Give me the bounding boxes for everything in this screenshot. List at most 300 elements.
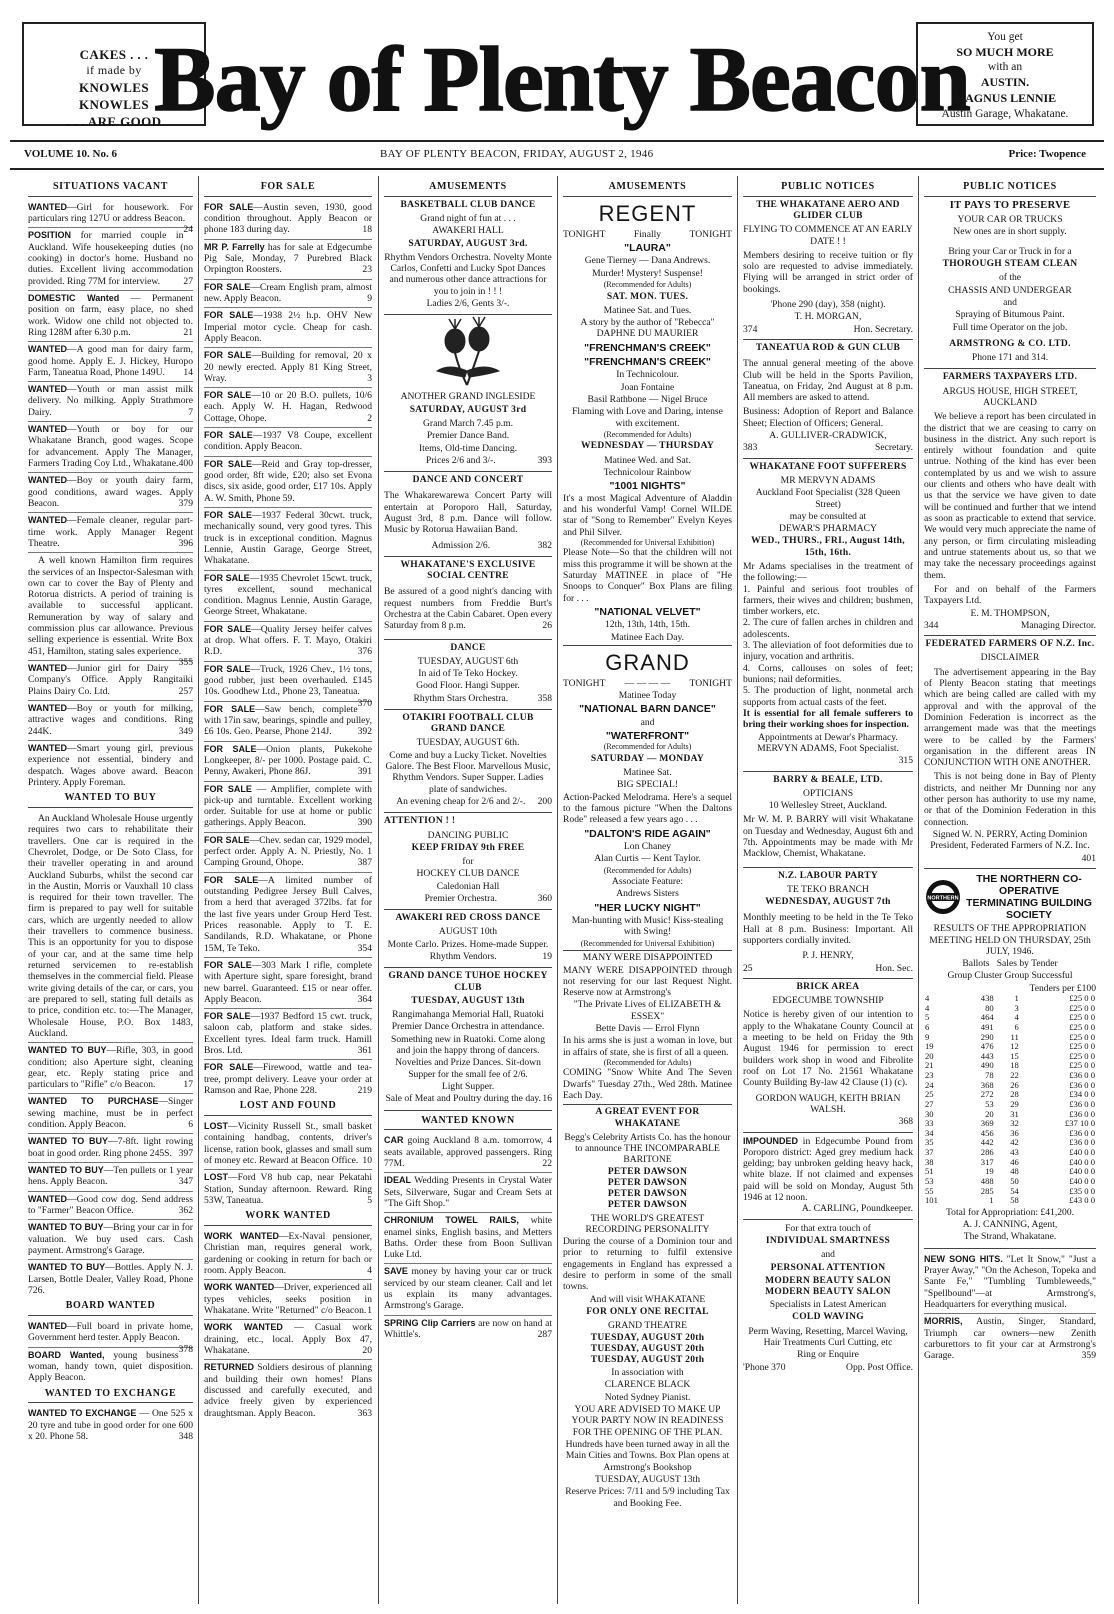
film-tagline: Flaming with Love and Daring, intense with excitement. bbox=[572, 406, 723, 429]
ad-line bbox=[384, 1093, 552, 1104]
ad-lead: WANTED bbox=[28, 515, 67, 526]
ad-text: white enamel sinks, English basins, and Metters Baths. Order these from Boon Sullivan Luke Ltd. bbox=[384, 1215, 552, 1261]
ad-line: Novelties and Prize Dances. Sit-down Supper for the small fee of 2/6. bbox=[395, 1057, 541, 1080]
ad-line: AWAKERI HALL bbox=[432, 225, 504, 237]
ad-line bbox=[384, 693, 552, 704]
ear-line: MAGNUS LENNIE bbox=[953, 90, 1057, 105]
classified-ad bbox=[28, 1163, 193, 1192]
ad-number: 2 bbox=[367, 412, 372, 424]
film-title: "NATIONAL BARN DANCE" bbox=[579, 703, 716, 716]
notice-title: BRICK AREA bbox=[796, 981, 860, 992]
ad-body bbox=[384, 584, 552, 634]
section-heading: AMUSEMENTS bbox=[384, 180, 552, 197]
ad-title: ANOTHER GRAND INGLESIDE bbox=[400, 391, 536, 403]
coming-soon: COMING "Snow White And The Seven Dwarfs" Tuesday 27th., Wed 28th. Matinee Each Day. bbox=[563, 1067, 732, 1105]
table-cell: 53 bbox=[925, 1175, 934, 1186]
ad-number: 400 bbox=[178, 458, 193, 470]
ad-text: —Full board in private home, Government herd tester. Apply Beacon. bbox=[28, 1320, 193, 1344]
notice-line: DEWAR'S PHARMACY bbox=[779, 523, 877, 535]
ad-prices: Prices 2/6 and 3/-. bbox=[425, 454, 496, 466]
dateline-bar bbox=[10, 148, 1098, 164]
film-matinee: Matinee Today bbox=[618, 690, 677, 702]
table-header-cell: Tenders per £100 bbox=[1029, 982, 1096, 994]
ad-text: —Ford V8 hub cap, near Pekatahi Station, Sunday afternoon. Reward. Ring 53W, Taneatua. bbox=[204, 1172, 372, 1207]
film-blurb: Action-Packed Melodrama. Here's a sequel to the famous picture "When the Daltons Rode" released a few years ago . . . bbox=[563, 791, 732, 826]
classified-ad bbox=[204, 782, 372, 833]
ad-text: —1937 V8 Coupe, excellent condition. Apply Beacon. bbox=[204, 430, 372, 453]
ad-number: 401 bbox=[1081, 852, 1096, 864]
ad-number: 361 bbox=[357, 1045, 372, 1057]
ad-lead: WORK WANTED bbox=[204, 1322, 283, 1333]
society-name: THE NORTHERN CO-OPERATIVE TERMINATING BUILDING SOCIETY bbox=[966, 872, 1092, 922]
ad-line: THOROUGH STEAM CLEAN bbox=[942, 259, 1078, 270]
notice-line: 10 Wellesley Street, Auckland. bbox=[768, 800, 888, 812]
carburettor-ad bbox=[924, 1314, 1096, 1364]
table-cell: £25 0 0 bbox=[1069, 1031, 1095, 1042]
ad-line bbox=[384, 540, 552, 551]
ad-line: For that extra touch of bbox=[785, 1222, 871, 1234]
notice-behalf: For and on behalf of the Farmers Taxpayers Ltd. bbox=[924, 583, 1096, 607]
classified-ad bbox=[28, 1220, 193, 1260]
ad-text: going Auckland 8 a.m. tomorrow, 4 seats available, approved passengers. Ring 77M. bbox=[384, 1135, 552, 1169]
table-cell: 48 bbox=[1010, 1166, 1019, 1177]
foot-specialist-notice bbox=[743, 462, 913, 772]
ad-number: 393 bbox=[537, 454, 552, 466]
notice-item: 5. The production of light, nonmetal arch supports from actual casts of the feet. bbox=[743, 685, 913, 708]
ear-line: with an bbox=[987, 61, 1023, 74]
column-amusements bbox=[380, 180, 556, 1600]
film-cast: Alan Curtis — Kent Taylor. bbox=[594, 853, 701, 865]
classified-ad bbox=[204, 388, 372, 428]
ad-text: —Reid and Gray top-dresser, good order, 8ft wide, £20; also set Evona discs, six aside, good order, £17 10s. Apply A. W. Smith, Phone 59. bbox=[204, 458, 372, 504]
ad-lead: WANTED bbox=[28, 742, 67, 753]
film-rating: (Recommended for Adults) bbox=[603, 865, 692, 875]
ad-lead: FOR SALE bbox=[204, 743, 257, 754]
tonight-label: — — — — bbox=[624, 677, 671, 689]
table-cell: 6 bbox=[1014, 1021, 1019, 1032]
notice-name: P. J. HENRY, bbox=[802, 950, 854, 962]
table-cell: 53 bbox=[985, 1098, 994, 1109]
table-cell: 25 bbox=[925, 1089, 934, 1100]
film-matinee: Matinee Wed. and Sat. bbox=[604, 454, 691, 466]
ad-lead: LOST bbox=[204, 1172, 228, 1183]
classified-ad bbox=[204, 1009, 372, 1060]
classified-ad bbox=[28, 1192, 193, 1221]
ad-number: 348 bbox=[178, 1430, 193, 1442]
ballot-table bbox=[924, 994, 1096, 1206]
ad-lead: WANTED bbox=[28, 1320, 67, 1331]
dance-concert-ad bbox=[384, 475, 552, 557]
ad-number: 27 bbox=[183, 275, 193, 287]
ad-line: New ones are in short supply. bbox=[953, 226, 1067, 238]
notice-title: THE WHAKATANE AERO AND GLIDER CLUB bbox=[756, 199, 900, 221]
recital-heading: A GREAT EVENT FOR WHAKATANE bbox=[595, 1107, 700, 1129]
ad-text: —Cream English pram, almost new. Apply Beacon. bbox=[204, 281, 372, 304]
recital-venue: GRAND THEATRE bbox=[608, 1320, 687, 1332]
film-title: "NATIONAL VELVET" bbox=[594, 605, 701, 618]
ad-lead: POSITION bbox=[28, 230, 72, 241]
ad-title: IT PAYS TO PRESERVE bbox=[949, 199, 1071, 211]
ad-line: MODERN BEAUTY SALON bbox=[765, 1286, 891, 1297]
ad-title: AWAKERI RED CROSS DANCE bbox=[395, 913, 541, 924]
ad-number: 358 bbox=[537, 692, 552, 704]
ad-text: money by having your car or truck serviced by our steam cleaner. Call and let us explain its many advantages. Armstrong's Garage. bbox=[384, 1266, 552, 1312]
column-public-notices bbox=[739, 180, 917, 1600]
table-cell: 488 bbox=[980, 1175, 994, 1186]
film-rating: (Recommended for Universal Exhibition) bbox=[563, 939, 732, 951]
classified-ad bbox=[204, 662, 372, 709]
notice-body: We believe a report has been circulated in the district that we are ceasing to carry on business in the district. Any such report is entirely without foundation and quite untrue. Nothing of the kind has ever been contemplated by us and we wish to assure our clients and others who have dealt with us that the service we have given to date will be continued and further that we intend as soon as practicable to extend that service. We would very much appreciate the name of any person, or firm circulating misleading and untrue statements about us, so that we may take the necessary proceedings against them. bbox=[924, 411, 1096, 581]
film-cast: Lon Chaney bbox=[623, 841, 672, 853]
ad-title: ATTENTION ! ! bbox=[384, 816, 456, 827]
table-cell: 36 bbox=[1010, 1127, 1019, 1138]
ad-lead: WANTED bbox=[28, 663, 67, 674]
ad-line bbox=[384, 893, 552, 904]
ad-number: 344 bbox=[924, 619, 939, 631]
ad-number: 362 bbox=[178, 1204, 193, 1216]
table-cell: 1 bbox=[1014, 993, 1019, 1004]
ad-prices: Ladies 2/6, Gents 3/-. bbox=[426, 298, 510, 310]
ad-text: are now on hand at Whittle's. bbox=[384, 1317, 552, 1341]
building-society-notice bbox=[924, 873, 1096, 1249]
classified-ad bbox=[204, 200, 372, 240]
ad-body: Come and buy a Lucky Ticket. Novelties Galore. The Best Floor. Marvellous Music, Rhythm Vendors. Super Supper. Ladies plate of sandwiches. bbox=[385, 749, 551, 795]
dateline: BAY OF PLENTY BEACON, FRIDAY, AUGUST 2, 1946 bbox=[380, 148, 654, 160]
ad-text: —Junior girl for Dairy Company's Office. Apply Rangitaiki Plains Dairy Co. Ltd. bbox=[28, 663, 193, 697]
table-cell: 4 bbox=[1014, 1012, 1019, 1023]
table-cell: 438 bbox=[980, 993, 994, 1004]
table-row bbox=[924, 1196, 1096, 1206]
table-cell: 46 bbox=[1010, 1156, 1019, 1167]
ad-body: Monte Carlo. Prizes. Home-made Supper. bbox=[387, 938, 549, 950]
ad-number: 24 bbox=[183, 224, 193, 236]
artist-name: PETER DAWSON bbox=[607, 1166, 688, 1177]
ad-text: —Truck, 1926 Chev., 1½ tons, good rubber, just been overhauled. £145 10s. Goodhew Ltd., Phone 23, Taneatua. bbox=[204, 663, 372, 698]
ad-lead: WANTED TO EXCHANGE bbox=[28, 1408, 137, 1419]
notice-body: This is not being done in Bay of Plenty districts, and neither Mr Dunning nor any other person has authority to use my name, or that of the Dominion Federation in this connection. bbox=[924, 771, 1096, 828]
hockey-dance-ad bbox=[384, 816, 552, 910]
ad-list bbox=[28, 1406, 193, 1445]
brick-area-notice bbox=[743, 982, 913, 1133]
ad-number: 382 bbox=[537, 539, 552, 551]
tonight-row bbox=[563, 678, 732, 689]
classified-ad bbox=[204, 1320, 372, 1360]
section-heading: PUBLIC NOTICES bbox=[743, 180, 913, 197]
ad-text: —Ex-Naval pensioner, Christian man, requires general work, gardening or cooking in return for bach or room. Apply Beacon. bbox=[204, 1231, 372, 1277]
ad-number: 5 bbox=[367, 1195, 372, 1207]
table-cell: 30 bbox=[925, 1108, 934, 1119]
notice-dates: WED., THURS., FRI., August 14th, 15th, 16th. bbox=[751, 536, 905, 558]
ad-list bbox=[204, 1119, 372, 1209]
ad-lead: WANTED TO BUY bbox=[28, 1165, 104, 1176]
table-cell: 51 bbox=[925, 1166, 934, 1177]
column-rule bbox=[557, 176, 558, 1604]
ad-number: 7 bbox=[188, 406, 193, 418]
notice-name: MR MERVYN ADAMS bbox=[780, 474, 876, 486]
table-cell: £25 0 0 bbox=[1069, 1021, 1095, 1032]
ad-text: Austin, Singer, Standard, Triumph car owners—new Zenith carburettors to fit your car at Armstrong's Garage. bbox=[924, 1316, 1096, 1362]
table-cell: 34 bbox=[925, 1127, 934, 1138]
film-title: "WATERFRONT" bbox=[605, 730, 690, 743]
ad-text: —Smart young girl, previous experience not essential, bindery and despatch. Wages above award. Beacon Printery. Apply Foreman. bbox=[28, 742, 193, 788]
classified-ad bbox=[204, 428, 372, 457]
ad-date: SATURDAY, AUGUST 3rd bbox=[409, 404, 527, 415]
te-teko-dance-ad bbox=[384, 643, 552, 710]
classified-ad bbox=[204, 742, 372, 782]
ad-number: 287 bbox=[537, 1329, 552, 1341]
ad-number: 10 bbox=[362, 1155, 372, 1167]
table-cell: 31 bbox=[1010, 1108, 1019, 1119]
artist-name: PETER DAWSON bbox=[607, 1200, 688, 1211]
column-for-sale bbox=[200, 180, 376, 1600]
ad-number: 200 bbox=[537, 796, 552, 807]
table-cell: 4 bbox=[925, 1002, 930, 1013]
beauty-salon-ad bbox=[743, 1223, 913, 1373]
ad-line bbox=[384, 796, 552, 807]
ad-text: —7-8ft. light rowing boat in good order. Ring phone 245S. bbox=[28, 1136, 193, 1159]
ad-number: 379 bbox=[178, 497, 193, 509]
table-cell: 285 bbox=[980, 1185, 994, 1196]
film-rating: (Recommended for Adults) bbox=[603, 280, 692, 290]
ad-text: — Casual work draining, etc., local. Apply Box 47, Whakatane. bbox=[204, 1322, 372, 1356]
tonight-label: TONIGHT bbox=[689, 228, 732, 240]
classified-ad bbox=[384, 1316, 552, 1344]
table-cell: 317 bbox=[980, 1156, 994, 1167]
classified-ad bbox=[204, 348, 372, 388]
notice-sign bbox=[743, 963, 913, 974]
notice-sign bbox=[743, 442, 913, 453]
table-cell: 20 bbox=[925, 1050, 934, 1061]
classified-ad bbox=[28, 1094, 193, 1134]
table-cell: £36 0 0 bbox=[1069, 1079, 1095, 1090]
ad-number: 370 bbox=[357, 697, 372, 709]
ad-date: SATURDAY, AUGUST 3rd. bbox=[408, 238, 528, 249]
society-results: RESULTS OF THE APPROPRIATION MEETING HELD ON THURSDAY, 25th JULY, 1946. bbox=[929, 923, 1091, 957]
notice-phone: 'Phone 290 (day), 358 (night). bbox=[770, 299, 886, 311]
table-cell: 369 bbox=[980, 1118, 994, 1129]
film-title: "The Private Lives of ELIZABETH & ESSEX" bbox=[573, 999, 722, 1022]
classified-ad bbox=[384, 1213, 552, 1264]
classified-ad bbox=[28, 422, 193, 473]
ad-lead: WANTED TO BUY bbox=[28, 1136, 109, 1147]
section-heading: FOR SALE bbox=[204, 180, 372, 197]
table-cell: 29 bbox=[1010, 1098, 1019, 1109]
ad-line: Premier Dance Band. bbox=[426, 430, 510, 442]
table-cell: 55 bbox=[925, 1185, 934, 1196]
classified-ad bbox=[28, 1260, 193, 1299]
ad-number: 392 bbox=[357, 726, 372, 738]
ad-text: —Firewood, wattle and tea-tree, prompt delivery. Leave your order at Ramson and Rae, Phone 228. bbox=[204, 1062, 372, 1097]
ad-date: TUESDAY, AUGUST 13th bbox=[411, 995, 525, 1006]
otakiri-dance-ad bbox=[384, 713, 552, 813]
artist-name: PETER DAWSON bbox=[607, 1189, 688, 1200]
film-rating: (Recommended for Adults) bbox=[603, 742, 692, 752]
ad-lead: FOR SALE bbox=[204, 390, 252, 401]
ad-lead: WANTED bbox=[28, 475, 67, 486]
ad-phone: 'Phone 370 bbox=[743, 1361, 786, 1373]
ad-lead: FOR SALE bbox=[204, 703, 256, 714]
ad-line: INDIVIDUAL SMARTNESS bbox=[765, 1236, 891, 1247]
exclusive-social-ad bbox=[384, 560, 552, 640]
notice-line: may be consulted at bbox=[789, 510, 867, 522]
table-cell: 37 bbox=[925, 1147, 934, 1158]
notice-text: in Edgecumbe Pound from Poroporo district: Aged grey medium hack gelding; bay unbroken gelding heavy hack, white blaze. If not claimed and expenses paid will be sold on Monday, August 5th 1946 at 12 noon. bbox=[743, 1135, 913, 1204]
tonight-label: TONIGHT bbox=[563, 677, 606, 689]
ad-title: BASKETBALL CLUB DANCE bbox=[400, 199, 536, 210]
section-heading: WANTED TO BUY bbox=[28, 791, 193, 808]
matinee-note: Please Note—So that the children will not miss this programme it will be shown at the Saturday MATINEE in place of "He Snoops to Conquer" Box Plans are filing for . . . bbox=[563, 547, 732, 604]
classified-ad bbox=[204, 702, 372, 742]
notice-title: FARMERS TAXPAYERS LTD. bbox=[942, 372, 1078, 383]
recital-one: FOR ONLY ONE RECITAL bbox=[586, 1307, 709, 1318]
ear-line: KNOWLES bbox=[79, 79, 149, 95]
ad-line: Grand March 7.45 p.m. bbox=[422, 417, 514, 429]
section-heading: WORK WANTED bbox=[204, 1209, 372, 1226]
notice-role: Hon. Sec. bbox=[875, 962, 913, 974]
ad-text: —1937 Bedford 15 cwt. truck, saloon cab, platform and stake sides. Excellent tyres. Ideal farm truck. Hamill Bros. Ltd. bbox=[204, 1011, 372, 1057]
table-cell: 442 bbox=[980, 1137, 994, 1148]
ad-number: 14 bbox=[183, 366, 193, 378]
table-cell: 28 bbox=[1010, 1089, 1019, 1100]
table-cell: 11 bbox=[1010, 1031, 1019, 1042]
basketball-dance-ad bbox=[384, 200, 552, 316]
recital-assoc: In association with bbox=[611, 1367, 684, 1379]
section-heading: AMUSEMENTS bbox=[563, 180, 732, 197]
table-cell: 42 bbox=[1010, 1137, 1019, 1148]
film-star: Joan Fontaine bbox=[620, 381, 675, 393]
film-cast: Basil Rathbone — Nigel Bruce bbox=[587, 394, 708, 406]
table-cell: 490 bbox=[980, 1060, 994, 1071]
table-cell: 32 bbox=[1010, 1118, 1019, 1129]
ad-lead: WANTED bbox=[28, 344, 67, 355]
table-cell: 476 bbox=[980, 1041, 994, 1052]
ad-text: —Chev. sedan car, 1929 model, perfect order. Apply A. N. Priestly, No. 1 Camping Ground, Ohope. bbox=[204, 834, 372, 869]
ad-number: 376 bbox=[357, 646, 372, 658]
notice-title: N.Z. LABOUR PARTY bbox=[777, 870, 879, 881]
ad-text: — Amplifier, complete with pick-up and turntable. Excellent working order. Suitable for use at home or public gatherings. Apply Beacon. bbox=[204, 783, 372, 829]
classified-ad bbox=[204, 308, 372, 348]
classified-ad bbox=[204, 1280, 372, 1320]
ad-text: Be assured of a good night's dancing with request numbers from Freddie Burt's Orchestra at the Cabin Cabaret. Open every Saturday from 8 p.m. bbox=[384, 586, 552, 632]
ad-number: 257 bbox=[178, 685, 193, 697]
notice-sign bbox=[743, 324, 913, 335]
ad-lead: FOR SALE bbox=[204, 783, 252, 794]
masthead-rule bbox=[10, 140, 1104, 142]
ad-line: COLD WAVING bbox=[792, 1312, 864, 1323]
classified-ad bbox=[28, 228, 193, 291]
notice-body: Members desiring to receive tuition or fly solo are requested to advise immediately. Flying will be arranged in strict order of bookings. bbox=[743, 249, 913, 295]
ad-line: MODERN BEAUTY SALON bbox=[765, 1275, 891, 1286]
notice-item: 4. Corns, callouses on soles of feet; bunions; nail deformities. bbox=[743, 662, 913, 686]
ad-line: Perm Waving, Resetting, Marcel Waving, Hair Treatments Curl Cutting, etc bbox=[748, 1325, 908, 1348]
ad-lead: WORK WANTED bbox=[204, 1231, 279, 1242]
ad-text: An evening cheap for 2/6 and 2/-. bbox=[396, 796, 526, 807]
ad-number: 383 bbox=[743, 442, 758, 454]
classified-ad bbox=[28, 342, 193, 382]
ad-text: —10 or 20 B.O. pullets, 10/6 each. Apply W. H. Hagan, Redwood Cottage, Ohope. bbox=[204, 390, 372, 424]
table-cell: 58 bbox=[1010, 1195, 1019, 1206]
notice-name: T. H. MORGAN, bbox=[794, 311, 862, 323]
ad-text: —Good cow dog. Send address to "Farmer" Beacon Office. bbox=[28, 1193, 193, 1216]
film-cast: Gene Tierney — Dana Andrews. bbox=[584, 255, 711, 267]
price: Price: Twopence bbox=[1008, 148, 1086, 160]
ad-line: Phone 171 and 314. bbox=[971, 352, 1049, 364]
notice-line: OPTICIANS bbox=[802, 787, 854, 799]
ad-lead: WANTED bbox=[28, 702, 67, 713]
ad-line bbox=[743, 1362, 913, 1373]
ad-number: 349 bbox=[178, 725, 193, 737]
section-heading: LOST AND FOUND bbox=[204, 1099, 372, 1116]
ad-line: Full time Operator on the job. bbox=[952, 321, 1068, 333]
classified-ad bbox=[28, 811, 193, 1043]
ad-lead: LOST bbox=[204, 1121, 228, 1132]
classified-ad bbox=[204, 508, 372, 571]
ad-line: and bbox=[1003, 296, 1017, 308]
notice-body bbox=[743, 1136, 913, 1204]
notice-date: WEDNESDAY, AUGUST 7th bbox=[765, 897, 891, 908]
classified-ad bbox=[28, 382, 193, 422]
ad-line: In aid of Te Teko Hockey. bbox=[418, 668, 518, 680]
ad-line: Spraying of Bitumous Paint. bbox=[955, 309, 1065, 321]
ad-text: Sale of Meat and Poultry during the day. bbox=[385, 1093, 541, 1105]
table-cell: 286 bbox=[980, 1147, 994, 1158]
ad-title: DANCE AND CONCERT bbox=[412, 475, 524, 486]
table-cell: £37 10 0 bbox=[1064, 1118, 1095, 1129]
ad-lead: MR P. Farrelly bbox=[204, 241, 265, 252]
notice-name: GORDON WAUGH, KEITH BRIAN WALSH. bbox=[755, 1092, 901, 1115]
table-cell: £40 0 0 bbox=[1069, 1166, 1095, 1177]
ad-list bbox=[28, 811, 193, 1299]
notice-line: Auckland Foot Specialist (328 Queen Street) bbox=[755, 487, 901, 510]
masthead-title bbox=[154, 14, 970, 132]
table-header-cell: Sales by Tender bbox=[996, 958, 1058, 970]
ad-lead: DOMESTIC Wanted bbox=[28, 292, 120, 303]
ad-line: Caledonian Hall bbox=[436, 880, 500, 892]
table-cell: £36 0 0 bbox=[1069, 1137, 1095, 1148]
ad-lead: IDEAL bbox=[384, 1175, 411, 1186]
ad-lead: WANTED TO BUY bbox=[28, 1262, 106, 1273]
ad-text: —Vicinity Russell St., small basket containing handbag, contents, driver's license, ration book, glasses and small sum of money etc. Reward at Beacon Office. bbox=[204, 1121, 372, 1167]
ad-line: Ring or Enquire bbox=[797, 1349, 859, 1361]
classified-ad bbox=[28, 1406, 193, 1445]
ad-list bbox=[384, 1133, 552, 1343]
ad-text: —1935 Chevrolet 15cwt. truck, tyres excellent, sound mechanical condition. Magnus Lennie, Austin Garage, George Street, Whakatane. bbox=[204, 572, 372, 618]
film-title: "1001 NIGHTS" bbox=[609, 480, 686, 493]
ad-number: 355 bbox=[178, 657, 193, 669]
notice-body: Notice is hereby given of our intention to apply to the Whakatane County Council at a meeting to be held on Friday the 9th August 1946 for permission to erect builders work shop in wood and Fibrolite roof on Lot 17 No. 21561 Whakatane County Building By-law 42 Clause (1) (c). bbox=[743, 1009, 913, 1089]
classified-ad bbox=[28, 1348, 193, 1387]
ad-text: —Quality Jersey heifer calves at drop. What offers. F. T. Mayo, Otakiri R.D. bbox=[204, 623, 372, 658]
table-cell: £25 0 0 bbox=[1069, 1050, 1095, 1061]
film-assoc: Associate Feature: bbox=[611, 876, 684, 888]
opticians-notice bbox=[743, 775, 913, 868]
table-cell: 4 bbox=[925, 993, 930, 1004]
recital-prices: Reserve Prices: 7/11 and 5/9 including Tax and Booking Fee. bbox=[565, 1486, 730, 1509]
ad-line: KEEP FRIDAY 9th FREE bbox=[411, 842, 525, 853]
tonight-label: TONIGHT bbox=[689, 677, 732, 689]
film-days: WEDNESDAY — THURSDAY bbox=[580, 441, 715, 452]
film-rating: (Recommended for Universal Exhibition) bbox=[580, 537, 715, 547]
ad-lead: RETURNED bbox=[204, 1362, 255, 1373]
ad-date: AUGUST 10th bbox=[438, 926, 498, 938]
classified-ad bbox=[204, 571, 372, 622]
ad-lead: FOR SALE bbox=[204, 623, 252, 634]
film-and: and bbox=[640, 716, 655, 728]
ad-line: ARMSTRONG & CO. LTD. bbox=[949, 338, 1071, 349]
notice-lead: IMPOUNDED bbox=[743, 1135, 799, 1146]
table-cell: £25 0 0 bbox=[1069, 1041, 1095, 1052]
classified-ad bbox=[204, 240, 372, 280]
